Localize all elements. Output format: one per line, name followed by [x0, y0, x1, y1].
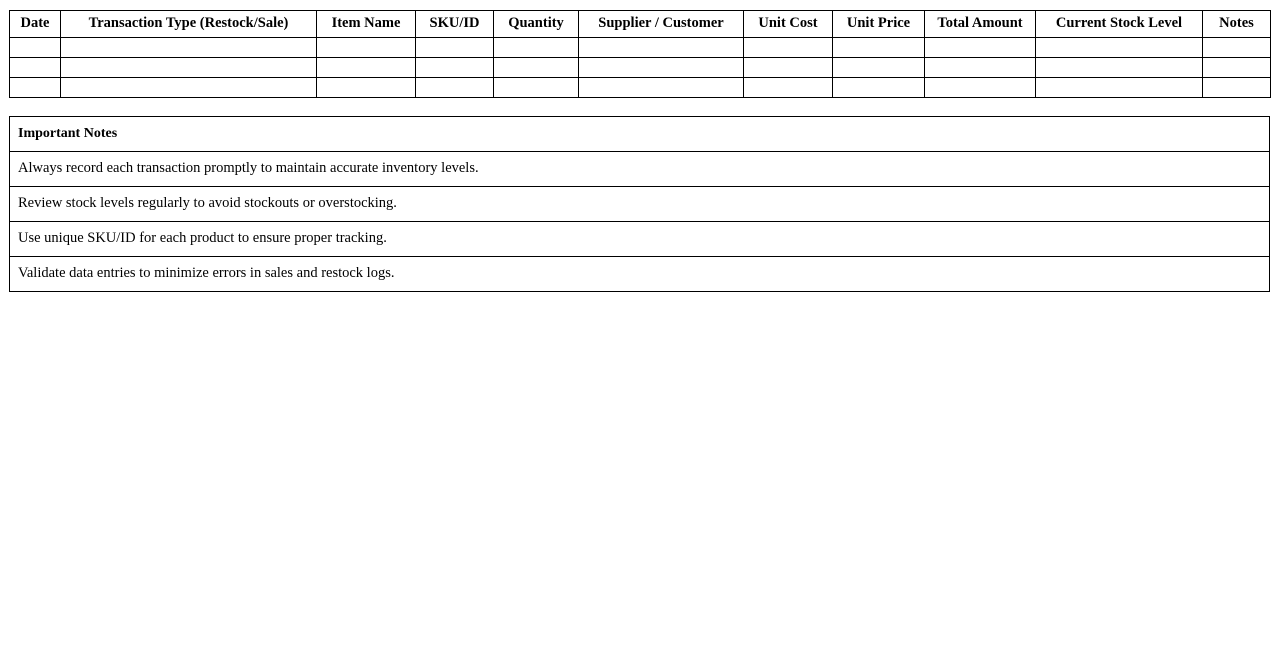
column-header-supplier-customer: Supplier / Customer — [579, 11, 744, 38]
cell-transaction-type[interactable] — [61, 38, 317, 58]
column-header-total-amount: Total Amount — [925, 11, 1036, 38]
cell-current-stock-level[interactable] — [1036, 38, 1203, 58]
cell-quantity[interactable] — [494, 58, 579, 78]
cell-notes[interactable] — [1203, 58, 1271, 78]
column-header-notes: Notes — [1203, 11, 1271, 38]
note-item: Review stock levels regularly to avoid stockouts or overstocking. — [10, 187, 1270, 222]
table-header-row — [10, 11, 1271, 38]
cell-current-stock-level[interactable] — [1036, 78, 1203, 98]
cell-item-name[interactable] — [317, 58, 416, 78]
cell-date[interactable] — [10, 38, 61, 58]
cell-unit-cost[interactable] — [744, 78, 833, 98]
notes-row — [10, 222, 1270, 257]
transaction-log-table — [9, 10, 1271, 98]
cell-transaction-type[interactable] — [61, 58, 317, 78]
cell-unit-cost[interactable] — [744, 38, 833, 58]
cell-current-stock-level[interactable] — [1036, 58, 1203, 78]
table-row[interactable] — [10, 38, 1271, 58]
cell-supplier-customer[interactable] — [579, 38, 744, 58]
cell-unit-price[interactable] — [833, 78, 925, 98]
table-row[interactable] — [10, 78, 1271, 98]
cell-unit-cost[interactable] — [744, 58, 833, 78]
column-header-sku-id: SKU/ID — [416, 11, 494, 38]
cell-item-name[interactable] — [317, 38, 416, 58]
cell-unit-price[interactable] — [833, 38, 925, 58]
notes-row — [10, 257, 1270, 292]
cell-quantity[interactable] — [494, 78, 579, 98]
cell-total-amount[interactable] — [925, 58, 1036, 78]
cell-sku-id[interactable] — [416, 38, 494, 58]
note-item: Use unique SKU/ID for each product to ensure proper tracking. — [10, 222, 1270, 257]
column-header-unit-price: Unit Price — [833, 11, 925, 38]
cell-sku-id[interactable] — [416, 78, 494, 98]
column-header-current-stock-level: Current Stock Level — [1036, 11, 1203, 38]
notes-row — [10, 152, 1270, 187]
note-item: Validate data entries to minimize errors in sales and restock logs. — [10, 257, 1270, 292]
cell-supplier-customer[interactable] — [579, 78, 744, 98]
cell-transaction-type[interactable] — [61, 78, 317, 98]
cell-supplier-customer[interactable] — [579, 58, 744, 78]
cell-notes[interactable] — [1203, 38, 1271, 58]
cell-sku-id[interactable] — [416, 58, 494, 78]
notes-title: Important Notes — [10, 117, 1270, 152]
notes-header-row — [10, 117, 1270, 152]
column-header-item-name: Item Name — [317, 11, 416, 38]
note-item: Always record each transaction promptly to maintain accurate inventory levels. — [10, 152, 1270, 187]
cell-quantity[interactable] — [494, 38, 579, 58]
column-header-quantity: Quantity — [494, 11, 579, 38]
cell-date[interactable] — [10, 78, 61, 98]
table-row[interactable] — [10, 58, 1271, 78]
cell-unit-price[interactable] — [833, 58, 925, 78]
cell-notes[interactable] — [1203, 78, 1271, 98]
cell-date[interactable] — [10, 58, 61, 78]
cell-total-amount[interactable] — [925, 78, 1036, 98]
column-header-transaction-type: Transaction Type (Restock/Sale) — [61, 11, 317, 38]
cell-item-name[interactable] — [317, 78, 416, 98]
cell-total-amount[interactable] — [925, 38, 1036, 58]
notes-row — [10, 187, 1270, 222]
important-notes-table — [9, 116, 1270, 292]
column-header-date: Date — [10, 11, 61, 38]
column-header-unit-cost: Unit Cost — [744, 11, 833, 38]
